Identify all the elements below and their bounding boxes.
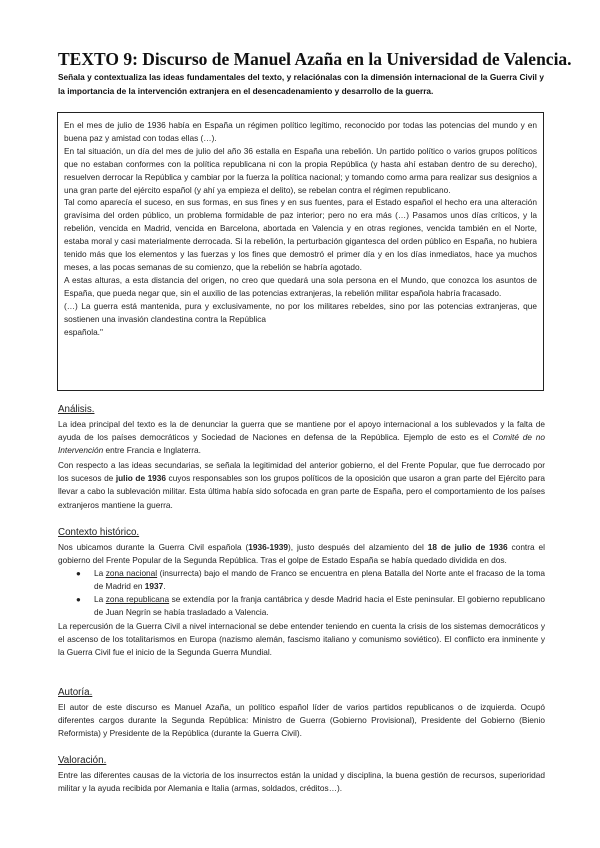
quote-paragraph: Tal como aparecía el suceso, en sus formas, en sus fines y en sus fuentes, para el Estado español el hecho era una alteración gravísima del orden público, un problema formidable de paz interior; pero no era más (…) Pasamos unos días críticos, y la rebelión, vencida en Madrid, vencida en Barcelona, abortada en Valencia y en otras regiones, vencida también en el Norte, estaba moral y casi materialmente derrocada. Si la rebelión, la perturbación gigantesca del orden público en España, no hubiera tenido más que los elementos y las fuerzas y los fines que demostró el primer día y en los días inmediatos, hace ya muchos meses, a las pocas semanas de su comienzo, que la rebelión se habría agotado. — [64, 197, 537, 272]
autoria-paragraph: El autor de este discurso es Manuel Azaña, un político español líder de varios partidos republicanos o de izquierda. Ocupó diferentes cargos durante la Segunda República: Ministro de Guerra (Gobierno Provisional), Presidente del Gobierno (Bienio Reformista) y Presidente de la República (durante la Guerra Civil). — [58, 702, 545, 739]
contexto-paragraph: La repercusión de la Guerra Civil a nivel internacional se debe entender teniendo en cuenta la crisis de los sistemas democráticos y el ascenso de los totalitarismos en Europa (nazismo alemán, fascismo italiano y comunismo soviético). El conflicto era inminente y la Guerra Civil fue el inicio de la Segunda Guerra Mundial. — [58, 620, 545, 657]
quote-paragraph: (…) La guerra está mantenida, pura y exclusivamente, no por los militares rebeldes, sino por las potencias extranjeras, que sostienen una invasión clandestina contra la República — [64, 300, 537, 324]
section-heading: Valoración. — [58, 755, 107, 766]
section-heading: Autoría. — [58, 687, 93, 698]
exercise-instructions: Señala y contextualiza las ideas fundamentales del texto, y relaciónalas con la dimensión internacional de la Guerra Civil y la importancia de la intervención extranjera en el desencadenamiento y desarrollo de la guerra. — [58, 72, 544, 96]
quoted-text-box — [57, 112, 544, 391]
quote-paragraph: En el mes de julio de 1936 había en España un régimen político legítimo, reconocido por todas las potencias del mundo y en buena paz y amistad con todas ellas (…). — [64, 120, 537, 143]
bullet-icon: ● — [76, 595, 81, 605]
list-item: ● La zona republicana se extendía por la franja cantábrica y desde Madrid hacia el Este peninsular. El gobierno republicano de Juan Negrín se había trasladado a Valencia. — [76, 594, 545, 618]
document-title: TEXTO 9: Discurso de Manuel Azaña en la Universidad de Valencia. — [58, 49, 572, 69]
quote-paragraph: A estas alturas, a esta distancia del origen, no creo que quedará una sola persona en el Mundo, que conozca los asuntos de España, que pueda negar que, sin el auxilio de las potencias extranjeras, la rebelión militar española habría fracasado. — [64, 274, 537, 298]
section-heading: Contexto histórico. — [58, 527, 140, 538]
list-item: ● La zona nacional (insurrecta) bajo el mando de Franco se encuentra en plena Batalla del Norte ante el fracaso de la toma de Madrid en 1937. — [76, 568, 545, 592]
quote-paragraph: En tal situación, un día del mes de julio del año 36 estalla en España una rebelión. Un partido político o varios grupos políticos que no estaban conformes con la política republicana ni con la propia República (y hasta ahí estaban dentro de su derecho), resuelven derrocar la República y cambiar por la fuerza la política nacional; y tomando como arma para realizar sus designios a una gran parte del ejército español (y ahí ya empieza el delito), se rebelan contra el régimen republicano. — [64, 145, 537, 195]
analisis-paragraph: La idea principal del texto es la de denunciar la guerra que se mantiene por el apoyo internacional a los sublevados y la falta de ayuda de los países democráticos y Sociedad de Naciones en defensa de la República. Ejemplo de esto es el Comité de no Intervención entre Francia e Inglaterra. — [58, 419, 545, 456]
section-contexto — [58, 526, 545, 659]
section-valoracion — [58, 754, 545, 795]
analisis-paragraph: Con respecto a las ideas secundarias, se señala la legitimidad del anterior gobierno, el del Frente Popular, que fue derrocado por los sucesos de julio de 1936 cuyos responsables son los grupos políticos de la oposición que usaron a gran parte del Ejército para llevar a cabo la sublevación militar. Esta última había sido sofocada en gran parte de España, pero el comportamiento de los países extranjeros mantiene la guerra. — [58, 460, 545, 510]
bullet-icon: ● — [76, 569, 81, 579]
contexto-paragraph: Nos ubicamos durante la Guerra Civil española (1936-1939), justo después del alzamiento del 18 de julio de 1936 contra el gobierno del Frente Popular de la Segunda República. Tras el golpe de Estado España se había quedado dividida en dos. — [58, 542, 545, 566]
section-autoria — [58, 686, 545, 740]
zones-list — [58, 567, 545, 619]
quote-paragraph: española." — [64, 326, 103, 337]
section-analisis — [58, 403, 545, 512]
valoracion-paragraph: Entre las diferentes causas de la victoria de los insurrectos están la unidad y disciplina, la buena gestión de recursos, superioridad militar y la ayuda recibida por Alemania e Italia (armas, soldados, créditos…). — [58, 770, 545, 794]
section-heading: Análisis. — [58, 404, 95, 415]
